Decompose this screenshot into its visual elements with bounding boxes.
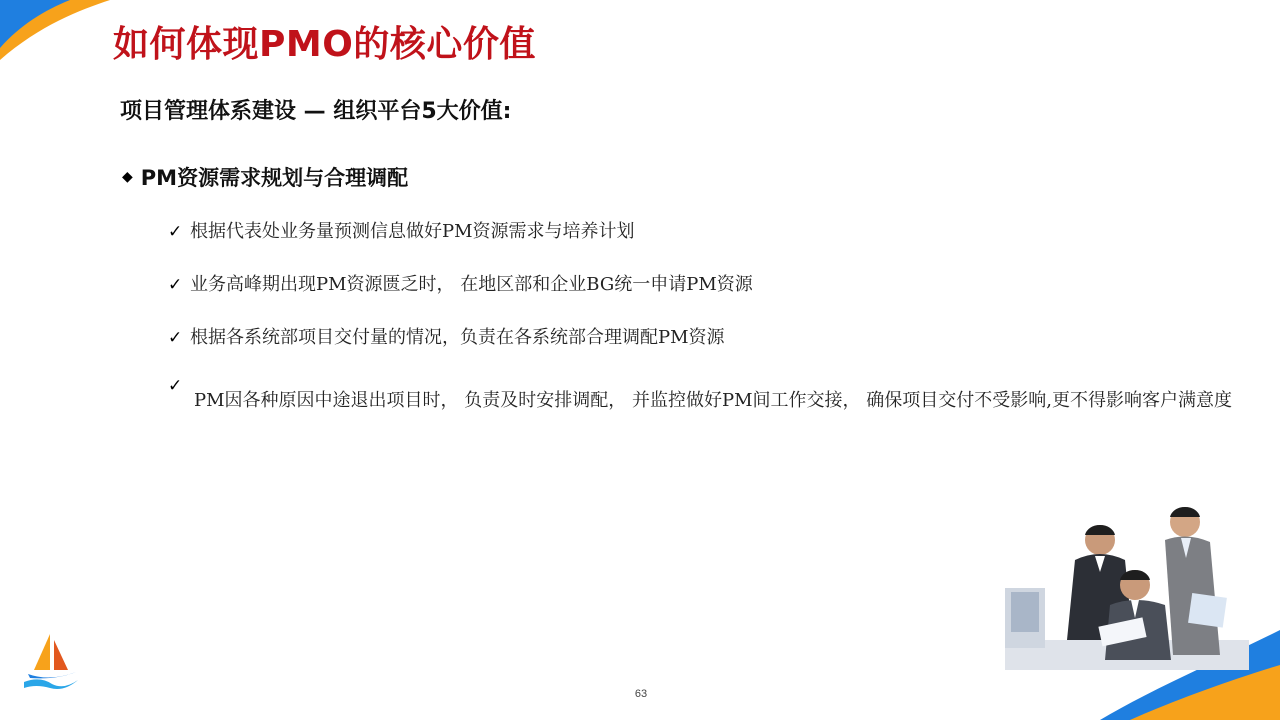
checkmark-icon: ✓ — [168, 376, 183, 396]
list-item-text: 业务高峰期出现PM资源匮乏时， 在地区部和企业BG统一申请PM资源 — [190, 274, 753, 295]
diamond-bullet-icon: ◆ — [122, 169, 133, 185]
checkmark-icon: ✓ — [168, 328, 183, 348]
section-heading: PM资源需求规划与合理调配 — [140, 166, 409, 190]
sailboat-logo — [16, 630, 84, 694]
corner-decoration-top-left — [0, 0, 130, 60]
list-item — [168, 273, 753, 297]
section-heading-row — [122, 162, 408, 192]
checkmark-icon: ✓ — [168, 222, 183, 242]
slide-subtitle: 项目管理体系建设 — 组织平台5大价值: — [120, 99, 512, 124]
list-item-text: 根据各系统部项目交付量的情况，负责在各系统部合理调配PM资源 — [190, 327, 725, 348]
page-number: 63 — [634, 688, 648, 700]
list-item — [168, 326, 725, 350]
checkmark-icon: ✓ — [168, 275, 183, 295]
list-item-text: PM因各种原因中途退出项目时， 负责及时安排调配， 并监控做好PM间工作交接， 确保项目交付不受影响,更不得影响客户满意度 — [194, 390, 1232, 411]
list-item — [168, 220, 635, 244]
slide-title: 如何体现PMO的核心价值 — [113, 24, 536, 65]
list-item-text: 根据代表处业务量预测信息做好PM资源需求与培养计划 — [190, 221, 635, 242]
business-people-photo — [1005, 500, 1249, 670]
